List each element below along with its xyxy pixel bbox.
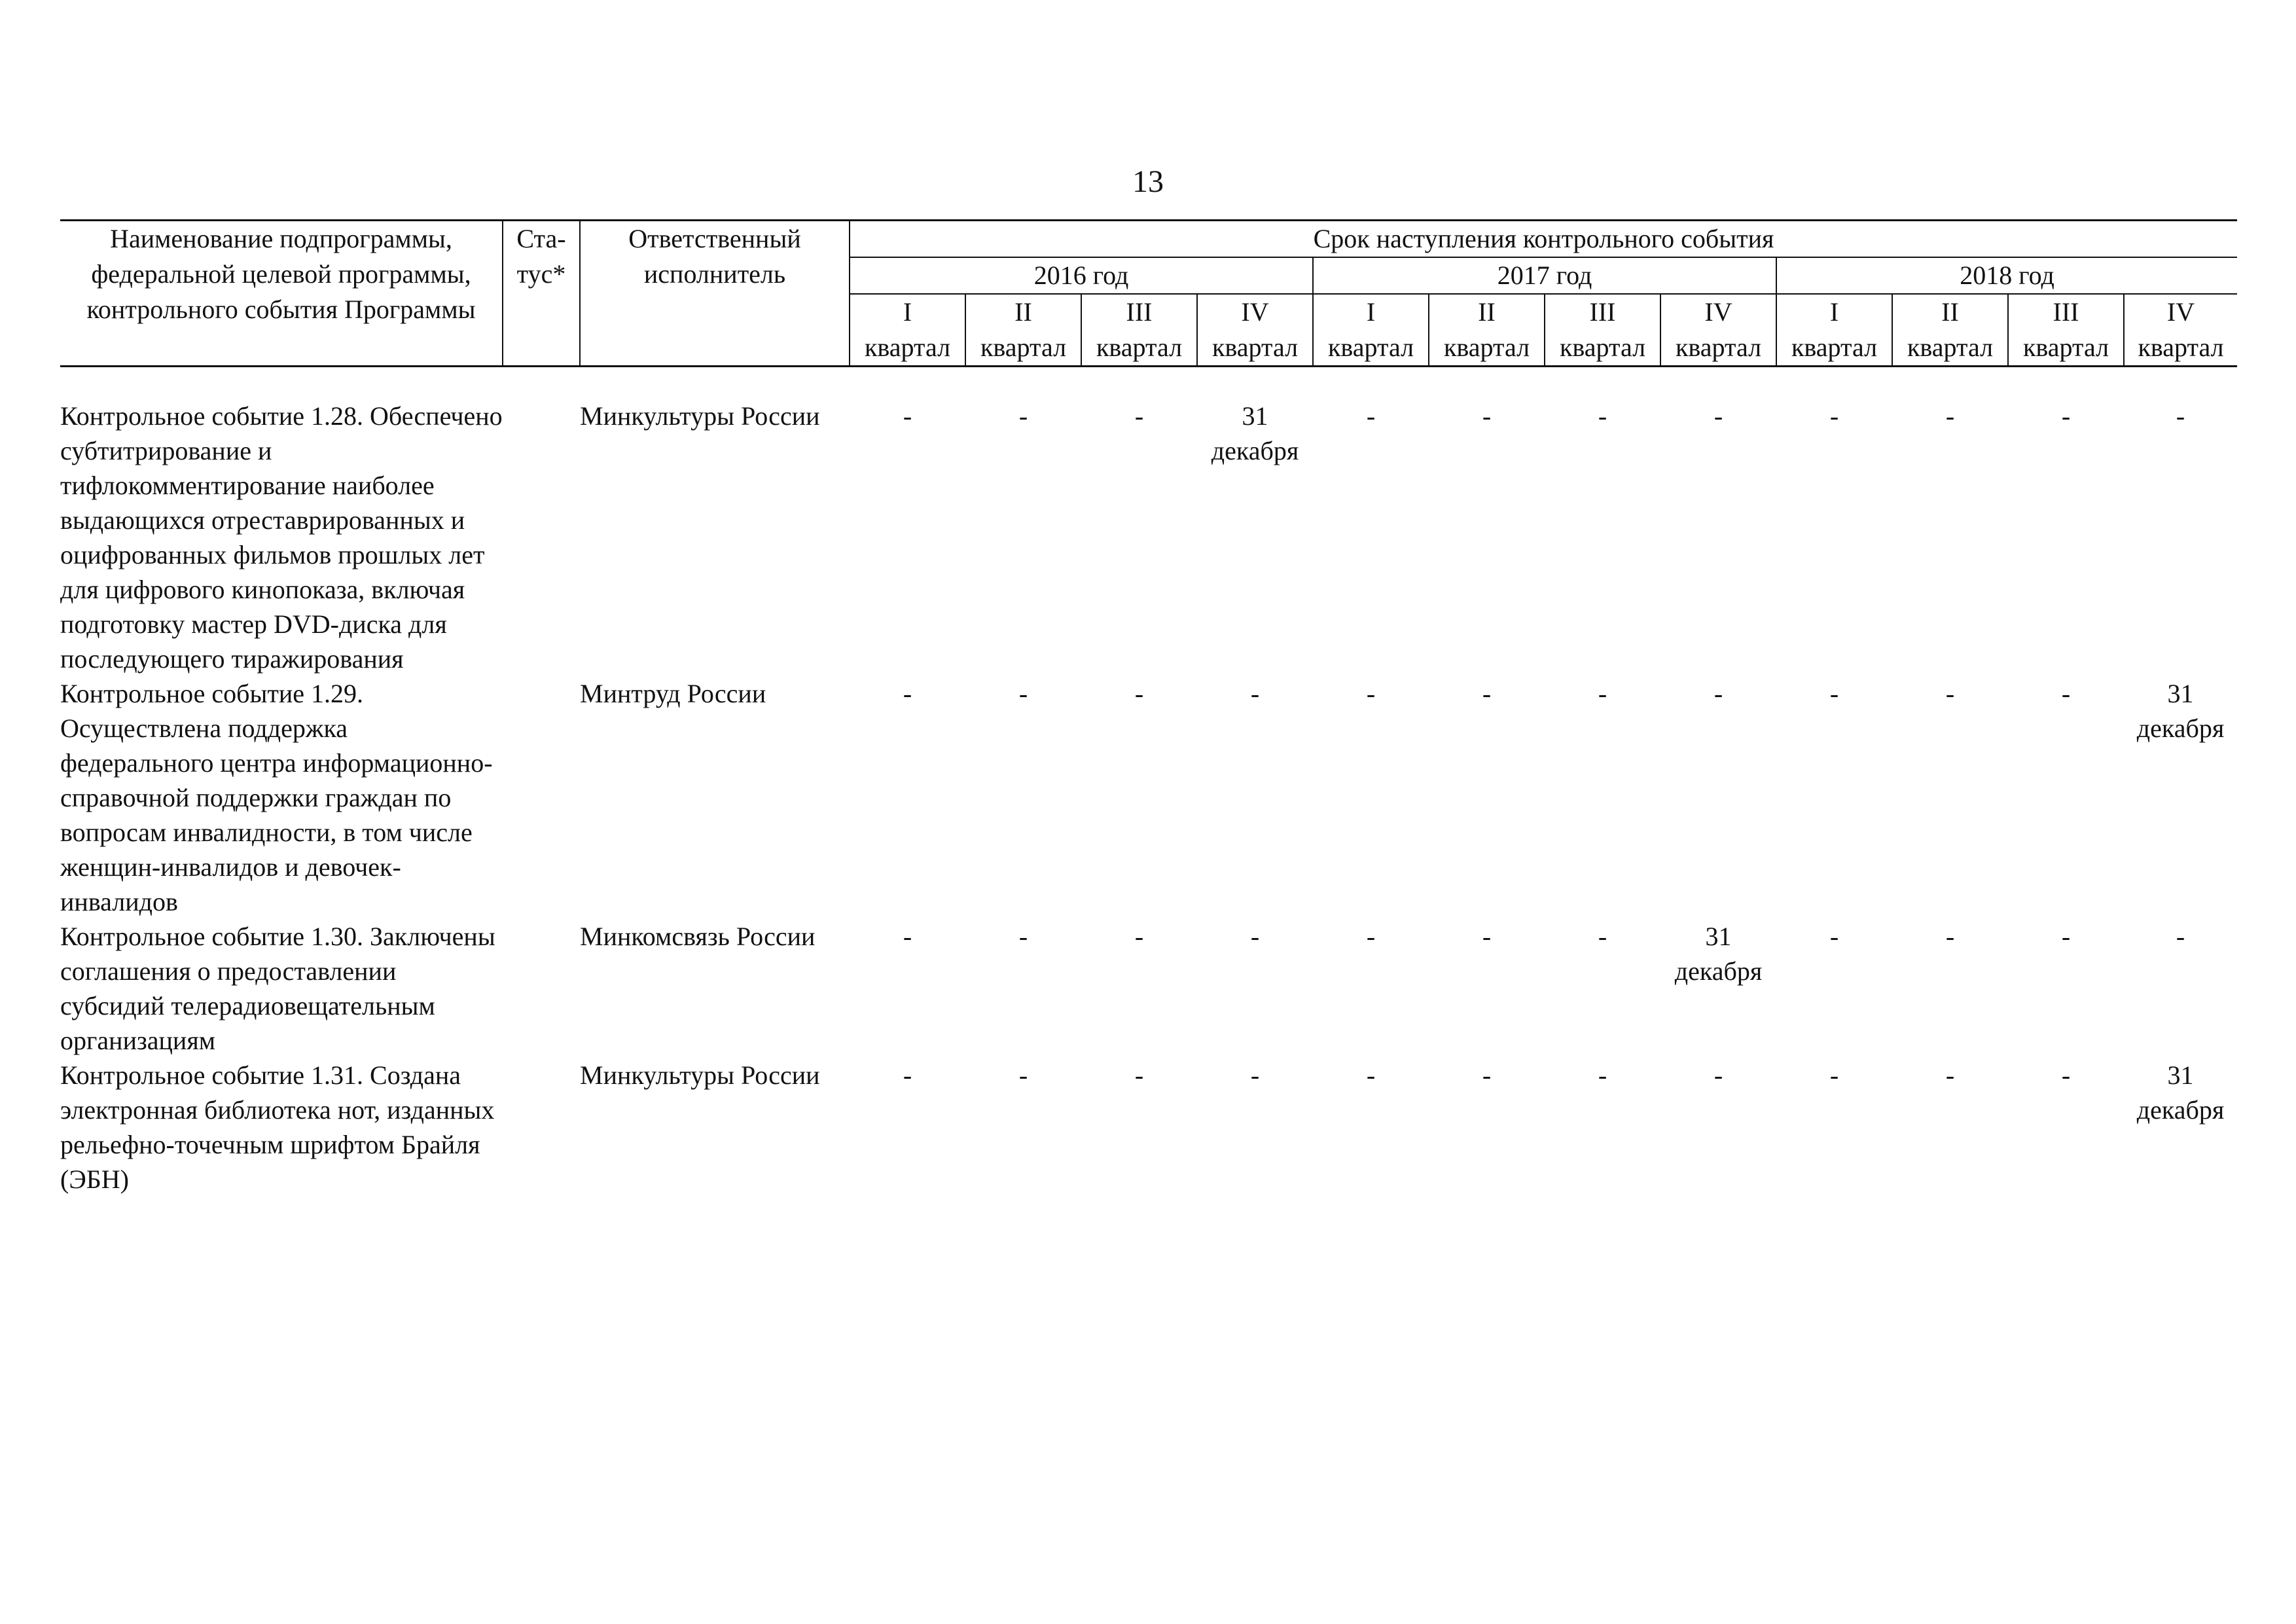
header-quarter: [1313, 294, 1429, 367]
quarter-number: I: [903, 297, 912, 327]
quarter-deadline-cell: 31 декабря: [1674, 922, 1763, 986]
header-quarter: [1429, 294, 1545, 367]
quarter-deadline-cell: -: [1945, 1060, 1955, 1090]
quarter-deadline-cell: -: [1482, 679, 1492, 708]
quarter-deadline-cell: -: [1250, 922, 1260, 951]
quarter-deadline-cell: -: [1598, 922, 1607, 951]
control-event-status: [503, 367, 580, 677]
table-row: [60, 676, 2237, 919]
quarter-deadline-cell: -: [1713, 401, 1723, 431]
quarter-deadline-cell: -: [1018, 679, 1028, 708]
quarter-deadline-cell: -: [903, 401, 912, 431]
quarter-deadline-cell: -: [1829, 1060, 1839, 1090]
quarter-deadline-cell: -: [1945, 922, 1955, 951]
header-quarter: [1545, 294, 1660, 367]
quarter-deadline-cell: 31 декабря: [2136, 1060, 2225, 1125]
responsible-executor: Минтруд России: [580, 679, 766, 708]
quarter-deadline-cell: -: [1366, 1060, 1376, 1090]
quarter-deadline-cell: -: [1598, 401, 1607, 431]
quarter-label: квартал: [1675, 333, 1762, 362]
quarter-deadline-cell: -: [1134, 922, 1144, 951]
control-event-name: Контрольное событие 1.31. Создана электронная библиотека нот, изданных рельефно-точечным шрифтом Брайля (ЭБН): [60, 1060, 495, 1194]
header-quarter: [965, 294, 1081, 367]
quarter-deadline-cell: -: [1018, 1060, 1028, 1090]
header-quarter: [850, 294, 965, 367]
quarter-deadline-cell: -: [2061, 679, 2071, 708]
quarter-number: II: [1014, 297, 1032, 327]
quarter-number: I: [1829, 297, 1839, 327]
quarter-deadline-cell: -: [2061, 1060, 2071, 1090]
quarter-deadline-cell: -: [1018, 922, 1028, 951]
quarter-number: II: [1478, 297, 1496, 327]
quarter-deadline-cell: -: [1598, 679, 1607, 708]
header-quarter: [1660, 294, 1776, 367]
header-quarter: [1197, 294, 1313, 367]
table-row: [60, 367, 2237, 677]
quarter-deadline-cell: 31 декабря: [2136, 679, 2225, 743]
quarter-label: квартал: [864, 333, 951, 362]
quarter-deadline-cell: -: [1598, 1060, 1607, 1090]
table-header: [60, 221, 2237, 367]
control-event-name: Контрольное событие 1.28. Обеспечено субтитрирование и тифлокомментирование наиболее выдающихся отреставрированных и оцифрованных фильмов прошлых лет для цифрового кинопоказа, включая подготовку мастер DVD-диска для последующего тиражирования: [60, 401, 503, 674]
quarter-deadline-cell: -: [1250, 679, 1260, 708]
header-executor-column: Ответственный исполнитель: [580, 221, 850, 367]
header-quarter: [1776, 294, 1892, 367]
table-row: [60, 1058, 2237, 1197]
quarter-deadline-cell: -: [1366, 401, 1376, 431]
quarter-number: I: [1366, 297, 1376, 327]
responsible-executor: Минкультуры России: [580, 1060, 820, 1090]
quarter-deadline-cell: -: [1945, 679, 1955, 708]
quarter-deadline-cell: -: [1945, 401, 1955, 431]
quarter-deadline-cell: -: [1482, 1060, 1492, 1090]
quarter-deadline-cell: -: [1134, 679, 1144, 708]
page-number: 13: [1132, 164, 1164, 199]
quarter-deadline-cell: -: [1366, 922, 1376, 951]
quarter-deadline-cell: -: [903, 679, 912, 708]
quarter-number: III: [2053, 297, 2079, 327]
quarter-label: квартал: [2022, 333, 2109, 362]
quarter-label: квартал: [1443, 333, 1530, 362]
quarter-label: квартал: [2138, 333, 2224, 362]
quarter-number: II: [1941, 297, 1959, 327]
quarter-number: IV: [1704, 297, 1732, 327]
control-event-status: [503, 919, 580, 1058]
quarter-deadline-cell: -: [1713, 1060, 1723, 1090]
quarter-deadline-cell: 31 декабря: [1211, 401, 1299, 465]
quarter-number: III: [1589, 297, 1616, 327]
quarter-deadline-cell: -: [1829, 679, 1839, 708]
quarter-label: квартал: [980, 333, 1067, 362]
control-event-name: Контрольное событие 1.29. Осуществлена поддержка федерального центра информационно-справочной поддержки граждан по вопросам инвалидности, в том числе женщин-инвалидов и девочек-инвалидов: [60, 679, 493, 916]
quarter-deadline-cell: -: [1713, 679, 1723, 708]
header-year: 2018 год: [1776, 257, 2237, 294]
quarter-label: квартал: [1559, 333, 1646, 362]
quarter-deadline-cell: -: [1829, 401, 1839, 431]
quarter-deadline-cell: -: [2176, 922, 2185, 951]
quarter-label: квартал: [1327, 333, 1414, 362]
quarter-deadline-cell: -: [1018, 401, 1028, 431]
responsible-executor: Минкомсвязь России: [580, 922, 816, 951]
quarter-number: IV: [1241, 297, 1269, 327]
control-event-name: Контрольное событие 1.30. Заключены соглашения о предоставлении субсидий телерадиовещательным организациям: [60, 922, 495, 1055]
header-quarter: [1892, 294, 2008, 367]
quarter-deadline-cell: -: [2176, 401, 2185, 431]
header-year: 2017 год: [1313, 257, 1776, 294]
header-name-column: Наименование подпрограммы, федеральной целевой программы, контрольного события Программы: [60, 221, 503, 367]
quarter-deadline-cell: -: [1366, 679, 1376, 708]
quarter-label: квартал: [1907, 333, 1994, 362]
table-row: [60, 919, 2237, 1058]
quarter-number: IV: [2166, 297, 2195, 327]
quarter-deadline-cell: -: [1829, 922, 1839, 951]
quarter-deadline-cell: -: [1482, 922, 1492, 951]
quarter-label: квартал: [1791, 333, 1878, 362]
header-quarter: [2124, 294, 2237, 367]
quarter-deadline-cell: -: [1250, 1060, 1260, 1090]
quarter-deadline-cell: -: [2061, 922, 2071, 951]
header-period-title: Срок наступления контрольного события: [850, 221, 2237, 258]
responsible-executor: Минкультуры России: [580, 401, 820, 431]
control-events-table: [60, 219, 2237, 1197]
quarter-deadline-cell: -: [1482, 401, 1492, 431]
quarter-deadline-cell: -: [903, 1060, 912, 1090]
quarter-label: квартал: [1096, 333, 1183, 362]
header-quarter: [1081, 294, 1197, 367]
control-event-status: [503, 676, 580, 919]
table-body: [60, 367, 2237, 1197]
header-year: 2016 год: [850, 257, 1313, 294]
quarter-deadline-cell: -: [1134, 1060, 1144, 1090]
quarter-deadline-cell: -: [903, 922, 912, 951]
control-event-status: [503, 1058, 580, 1197]
quarter-deadline-cell: -: [2061, 401, 2071, 431]
header-quarter: [2008, 294, 2124, 367]
quarter-label: квартал: [1211, 333, 1299, 362]
quarter-number: III: [1126, 297, 1153, 327]
header-status-column: Ста-тус*: [503, 221, 580, 367]
quarter-deadline-cell: -: [1134, 401, 1144, 431]
